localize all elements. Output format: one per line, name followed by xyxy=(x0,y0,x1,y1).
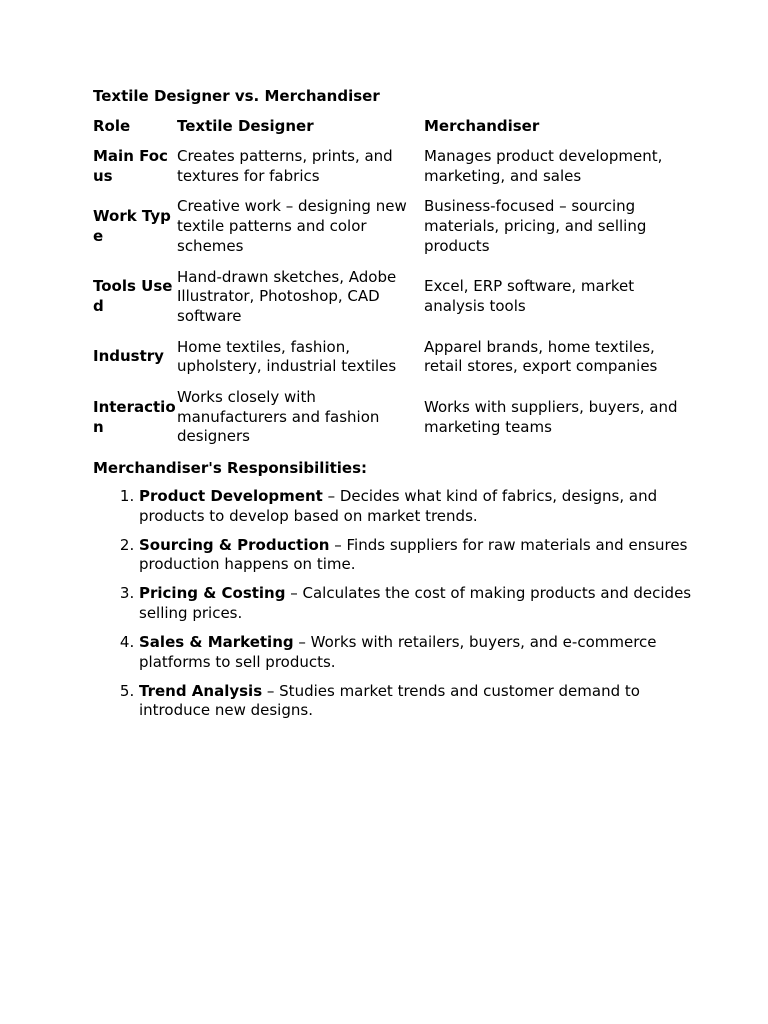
list-item xyxy=(139,536,693,575)
responsibility-term: Trend Analysis xyxy=(139,681,263,700)
comparison-table xyxy=(93,117,683,458)
designer-cell: Hand-drawn sketches, Adobe Illustrator, Photoshop, CAD software xyxy=(177,267,397,325)
table-row xyxy=(93,197,683,267)
merchandiser-cell: Manages product development, marketing, and sales xyxy=(424,147,663,185)
table-row xyxy=(93,268,683,338)
responsibility-term: Product Development xyxy=(139,487,323,505)
designer-cell: Works closely with manufacturers and fashion designers xyxy=(177,388,380,446)
responsibilities-heading: Merchandiser's Responsibilities: xyxy=(93,459,368,477)
designer-cell: Home textiles, fashion, upholstery, industrial textiles xyxy=(177,337,397,376)
merchandiser-cell: Excel, ERP software, market analysis tools xyxy=(424,277,635,316)
table-header-row xyxy=(93,117,683,147)
header-textile-designer: Textile Designer xyxy=(177,117,314,136)
responsibility-description: – Studies market trends and customer demand to introduce new designs. xyxy=(139,681,640,720)
designer-cell: Creative work – designing new textile patterns and color schemes xyxy=(177,197,407,255)
list-item xyxy=(139,487,693,526)
merchandiser-cell: Works with suppliers, buyers, and marketing teams xyxy=(424,397,678,436)
responsibility-term: Sourcing & Production xyxy=(139,535,330,554)
designer-cell: Creates patterns, prints, and textures for fabrics xyxy=(177,147,393,185)
header-merchandiser: Merchandiser xyxy=(424,117,540,136)
merchandiser-cell: Apparel brands, home textiles, retail stores, export companies xyxy=(424,337,658,376)
responsibilities-list xyxy=(93,487,693,730)
row-label: Tools Used xyxy=(93,277,173,316)
document-title: Textile Designer vs. Merchandiser xyxy=(93,87,380,105)
table-row xyxy=(93,388,683,458)
responsibility-description: – Decides what kind of fabrics, designs, and products to develop based on market trends. xyxy=(139,487,658,525)
row-label: Industry xyxy=(93,347,164,366)
list-item xyxy=(139,633,693,672)
table-row xyxy=(93,147,683,197)
responsibility-description: – Works with retailers, buyers, and e-commerce platforms to sell products. xyxy=(139,633,657,671)
responsibility-term: Sales & Marketing xyxy=(139,633,294,652)
responsibility-description: – Calculates the cost of making products and decides selling prices. xyxy=(139,584,692,622)
header-role: Role xyxy=(93,117,131,136)
row-label: Main Focus xyxy=(93,147,168,185)
merchandiser-cell: Business-focused – sourcing materials, pricing, and selling products xyxy=(424,197,647,255)
table-row xyxy=(93,338,683,388)
responsibility-term: Pricing & Costing xyxy=(139,584,286,603)
list-item xyxy=(139,584,693,623)
row-label: Interaction xyxy=(93,397,176,436)
list-item xyxy=(139,682,693,721)
row-label: Work Type xyxy=(93,207,171,245)
responsibility-description: – Finds suppliers for raw materials and ensures production happens on time. xyxy=(139,535,688,574)
